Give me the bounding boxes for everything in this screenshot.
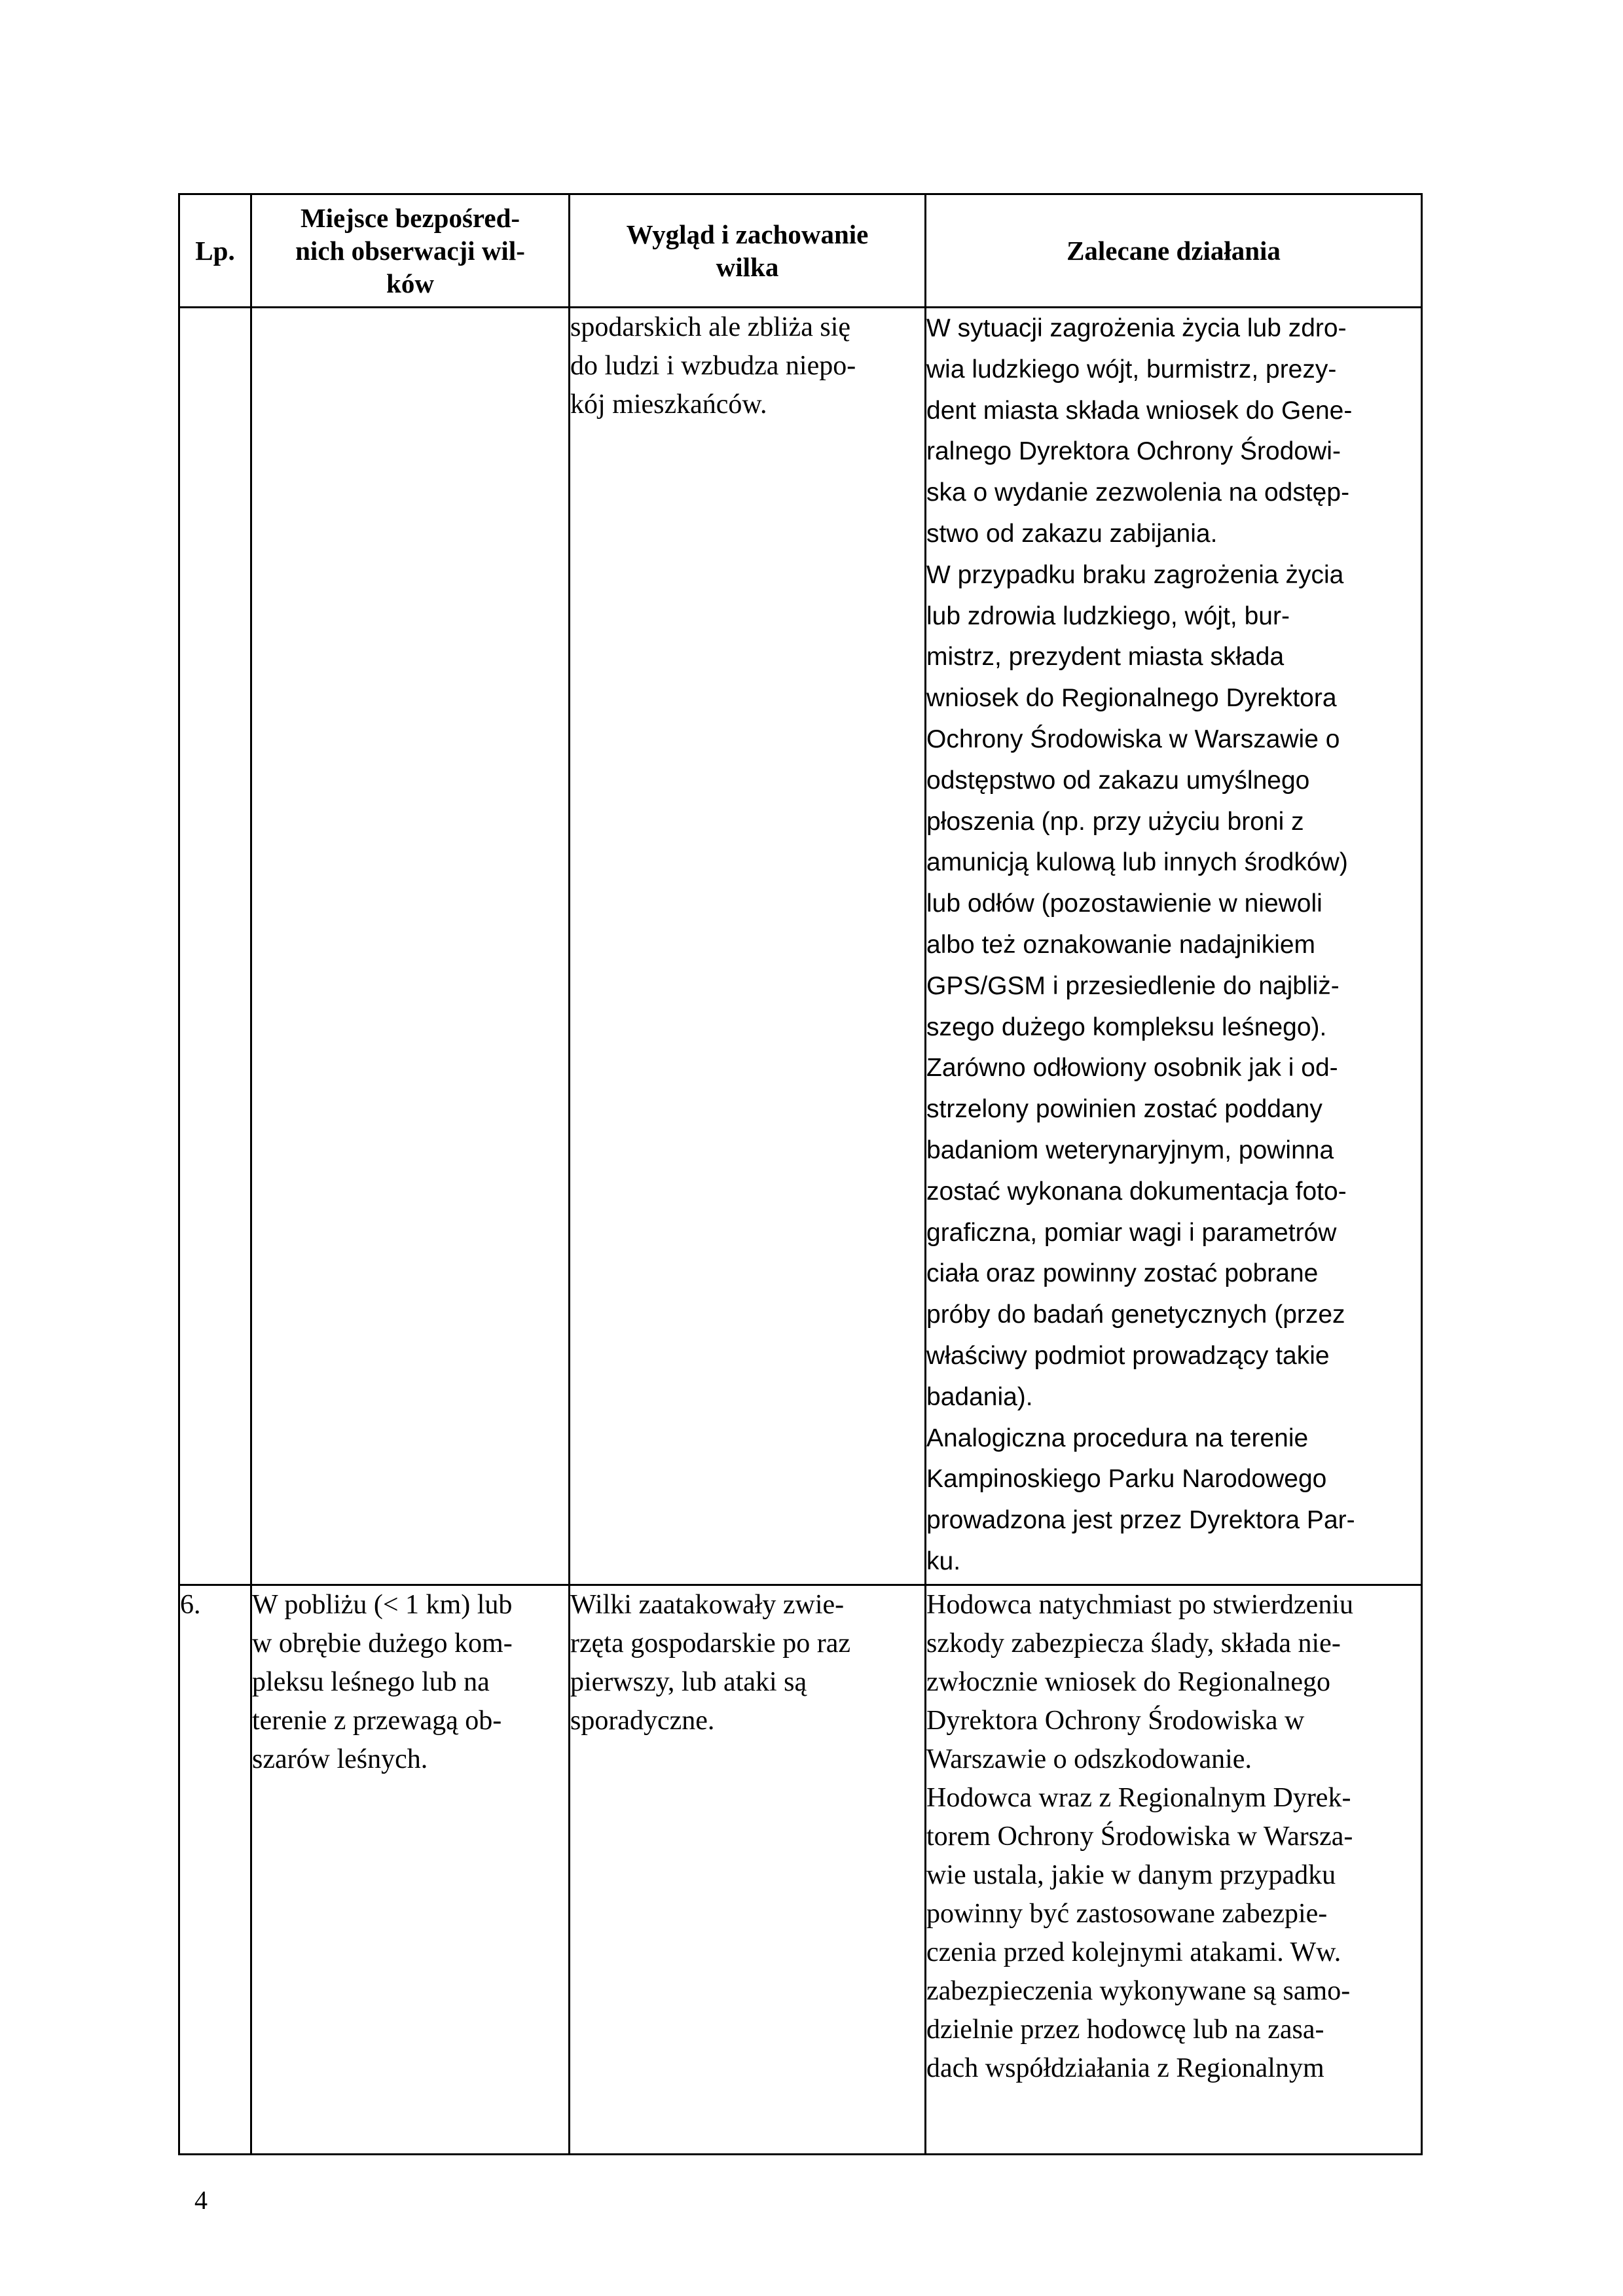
table-header-row bbox=[179, 194, 1422, 308]
row-actions: Hodowca natychmiast po stwierdzeniu szkody zabezpiecza ślady, składa nie- zwłocznie wniosek do Regionalnego Dyrektora Ochrony Środowiska w Warszawie o odszkodowanie. Hodowca wraz z Regionalnym Dyrek- torem Ochrony Środowiska w Warsza- wie ustala, jakie w danym przypadku powinny być zastosowane zabezpie- czenia przed kolejnymi atakami. Ww. zabezpieczenia wykonywane są samo- dzielnie przez hodowcę lub na zasa- dach współdziałania z Regionalnym bbox=[926, 1585, 1422, 2155]
header-wolf-behavior: Wygląd i zachowanie wilka bbox=[570, 194, 926, 308]
table-row bbox=[179, 1585, 1422, 2155]
wolf-recommendations-table bbox=[178, 193, 1423, 2155]
row-lp: 6. bbox=[179, 1585, 251, 2155]
page-number: 4 bbox=[194, 2185, 208, 2215]
row-place: W pobliżu (< 1 km) lub w obrębie dużego kom- pleksu leśnego lub na terenie z przewagą ob- szarów leśnych. bbox=[251, 1585, 570, 2155]
row-place bbox=[251, 308, 570, 1585]
header-lp: Lp. bbox=[179, 194, 251, 308]
table-row bbox=[179, 308, 1422, 1585]
header-observation-place: Miejsce bezpośred- nich obserwacji wil- ków bbox=[251, 194, 570, 308]
row-behavior: spodarskich ale zbliża się do ludzi i wzbudza niepo- kój mieszkańców. bbox=[570, 308, 926, 1585]
row-lp bbox=[179, 308, 251, 1585]
row-behavior: Wilki zaatakowały zwie- rzęta gospodarskie po raz pierwszy, lub ataki są sporadyczne. bbox=[570, 1585, 926, 2155]
row-actions: W sytuacji zagrożenia życia lub zdro- wia ludzkiego wójt, burmistrz, prezy- dent miasta składa wniosek do Gene- ralnego Dyrektora Ochrony Środowi- ska o wydanie zezwolenia na odstęp- stwo od zakazu zabijania. W przypadku braku zagrożenia życia lub zdrowia ludzkiego, wójt, bur- mistrz, prezydent miasta składa wniosek do Regionalnego Dyrektora Ochrony Środowiska w Warszawie o odstępstwo od zakazu umyślnego płoszenia (np. przy użyciu broni z amunicją kulową lub innych środków) lub odłów (pozostawienie w niewoli albo też oznakowanie nadajnikiem GPS/GSM i przesiedlenie do najbliż- szego dużego kompleksu leśnego). Zarówno odłowiony osobnik jak i od- strzelony powinien zostać poddany badaniom weterynaryjnym, powinna zostać wykonana dokumentacja foto- graficzna, pomiar wagi i parametrów ciała oraz powinny zostać pobrane próby do badań genetycznych (przez właściwy podmiot prowadzący takie badania). Analogiczna procedura na terenie Kampinoskiego Parku Narodowego prowadzona jest przez Dyrektora Par- ku. bbox=[926, 308, 1422, 1585]
header-recommended-actions: Zalecane działania bbox=[926, 194, 1422, 308]
